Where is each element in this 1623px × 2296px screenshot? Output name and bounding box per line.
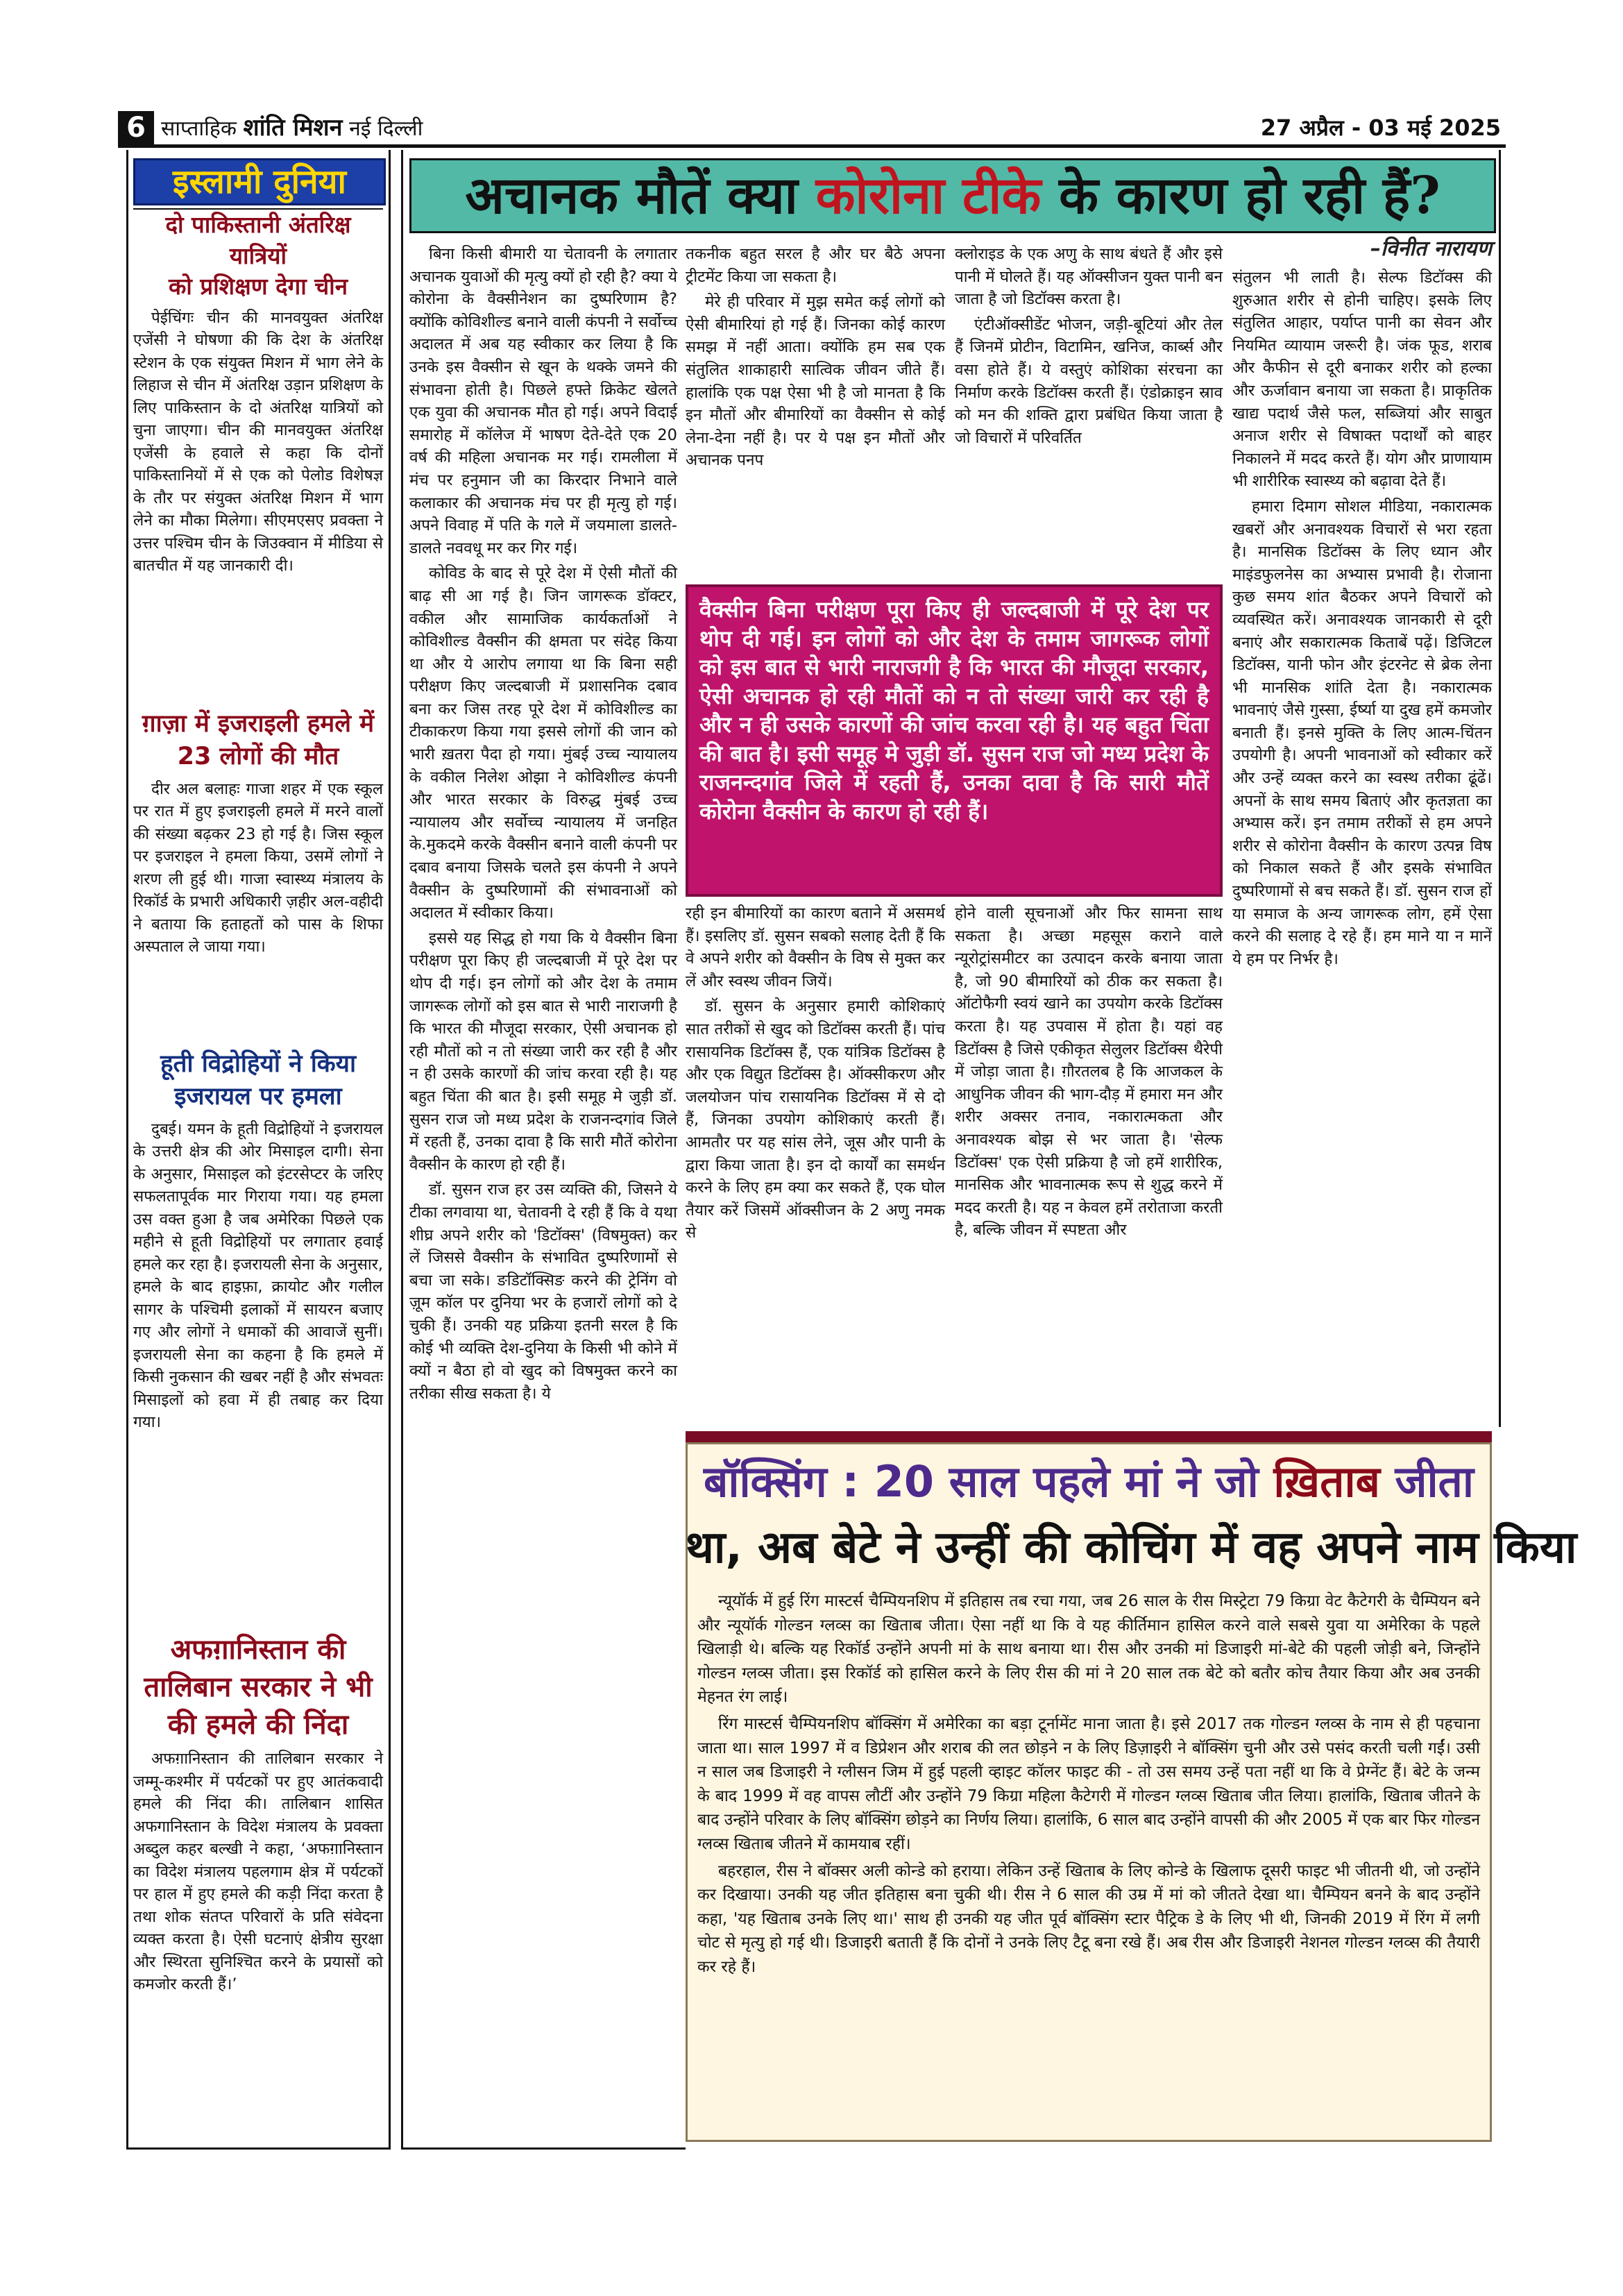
article-paragraph: दुबई। यमन के हूती विद्रोहियों ने इजरायल के उत्तरी क्षेत्र की ओर मिसाइल दागी। सेना के अनुसार, मिसाइल को इंटरसेप्टर के जरिए सफलतापूर्वक मार गिराया गया। यह हमला उस वक्त हुआ है जब अमेरिका पिछले एक महीने से हूती विद्रोहियों पर लगातार हवाई हमले कर रहा है। इजरायली सेना के अनुसार, हमले के बाद हाइफ़ा, क्रायोट और गलील सागर के पश्चिमी इलाकों में सायरन बजाए गए और लोगों ने धमाकों की आवाजें सुनीं। इजरायली सेना का कहना है कि हमले में किसी नुकसान की खबर नहीं है और संभवतः मिसाइलों को हवा में ही तबाह कर दिया गया। — [133, 1120, 383, 1431]
masthead-weekly: साप्ताहिक — [161, 117, 237, 141]
boxing-headline-1b: ख़िताब — [1273, 1456, 1380, 1507]
article-paragraph: कोविड के बाद से पूरे देश में ऐसी मौतों की बाढ़ सी आ गई है। जिन जागरूक डॉक्टर, वकील और सामाजिक कार्यकर्ताओं ने कोविशील्ड वैक्सीन की क्षमता पर संदेह किया था और ये आरोप लगाया था कि बिना सही परीक्षण किए जल्दबाजी में प्रशासनिक दबाव बना कर जिस तरह पूरे देश में कोविशील्ड का टीकाकरण किया गया इससे लोगों की जान को भारी ख़तरा पैदा हो गया। मुंबई उच्च न्यायालय के वकील निलेश ओझा ने कोविशील्ड कंपनी और भारत सरकार के विरुद्ध मुंबई उच्च न्यायालय और सर्वोच्च न्यायालय में जनहित के.मुकदमे करके वैक्सीन बनाने वाली कंपनी पर दबाव बनाया जिसके चलते इस कंपनी ने अपने वैक्सीन के दुष्परिणामों की संभावनाओं को अदालत में स्वीकार किया। — [409, 564, 677, 922]
masthead — [161, 112, 423, 144]
article-paragraph: मेरे ही परिवार में मुझ समेत कई लोगों को ऐसी बीमारियां हो गई हैं। जिनका कोई कारण समझ में नहीं आता। क्योंकि हम सब एक संतुलित शाकाहारी सात्विक जीवन जीते हैं। हालांकि एक पक्ष ऐसा भी है जो मानता है कि इन मौतों और बीमारियों का वैक्सीन से कोई लेना-देना नहीं है। पर ये पक्ष इन मौतों और अचानक पनप — [686, 293, 945, 470]
left-column-border-right — [389, 150, 391, 2149]
main-headline-highlight: कोरोना टीके — [815, 166, 1042, 226]
main-column-1 — [409, 243, 677, 1408]
masthead-paper-name: शांति मिशन — [243, 114, 343, 142]
byline: –विनीत नारायण — [1370, 237, 1492, 261]
page-number: 6 — [118, 111, 154, 144]
headline-line-2: तालिबान सरकार ने भी — [133, 1669, 383, 1706]
main-headline — [409, 158, 1496, 233]
article-paragraph: रिंग मास्टर्स चैम्पियनशिप बॉक्सिंग में अमेरिका का बड़ा टूर्नामेंट माना जाता है। इसे 2017 तक गोल्डन ग्लव्स के नाम से ही पहचाना जाता था। साल 1997 में व डिप्रेशन और शराब की लत छोड़ने न के लिए डिज़ाइरी ने बॉक्सिंग चुनी और उसे पसंद करती चली गईं। उसी न साल जब डिजाइरी ने ग्लीसन जिम में हुई पहली व्हाइट कॉलर फाइट की - तो उस समय उन्हें पता नहीं था कि वे प्रेग्नेंट हैं। बेटे के जन्म के बाद 1999 में वह वापस लौटीं और उन्होंने 79 किग्रा महिला कैटेगरी में गोल्डन ग्लव्स खिताब जीत लिया। हालांकि, खिताब जीतने के बाद उन्होंने परिवार के लिए बॉक्सिंग छोड़ने का निर्णय लिया। हालांकि, 6 साल बाद उन्होंने वापसी की और 2005 में एक बार फिर गोल्डन ग्लव्स खिताब जीतने में कामयाब रहीं। — [697, 1714, 1480, 1853]
article-paragraph: बिना किसी बीमारी या चेतावनी के लगातार अचानक युवाओं की मृत्यु क्यों हो रही है? क्या ये कोरोना के वैक्सीनेशन का दुष्परिणाम है? क्योंकि कोविशील्ड बनाने वाली कंपनी ने सर्वोच्च अदालत में अब यह स्वीकार कर लिया है कि उनके इस वैक्सीन से खून के थक्के जमने की संभावना होती है। पिछले हफ्ते क्रिकेट खेलते एक युवा की अचानक मौत हो गई। अपने विदाई समारोह में कॉलेज में भाषण देते-देते एक 20 वर्ष की महिला अचानक मर गई। रामलीला में मंच पर हनुमान जी का किरदार निभाने वाले कलाकार की अचानक मंच पर ही मृत्यु हो गई। अपने विवाह में पति के गले में जयमाला डालते-डालते नववधू मर कर गिर गई। — [409, 245, 677, 557]
main-headline-part1: अचानक मौतें क्या — [465, 166, 816, 226]
article-paragraph: होने वाली सूचनाओं और फिर सामना साथ सकता है। अच्छा महसूस कराने वाले न्यूरोट्रांसमीटर का उत्पादन करके बनाया जाता है, जो 90 बीमारियों को ठीक कर सकता है। ऑटोफैगी स्वयं खाने का उपयोग करके डिटॉक्स करता है। यह उपवास में होता है। यहां वह डिटॉक्स है जिसे एकीकृत सेलुलर डिटॉक्स थैरेपी में जोड़ा जाता है। ग़ौरतलब है कि आजकल के आधुनिक जीवन की भाग-दौड़ में हमारा मन और शरीर अक्सर तनाव, नकारात्मकता और अनावश्यक बोझ से भर जाता है। 'सेल्फ डिटॉक्स' एक ऐसी प्रक्रिया है जो हमें शारीरिक, मानसिक और भावनात्मक रूप से शुद्ध करने में मदद करती है। यह न केवल हमें तरोताजा करती है, बल्कि जीवन में स्पष्टता और — [955, 904, 1223, 1240]
headline-line-2: इजरायल पर हमला — [133, 1081, 383, 1113]
article-paragraph: डॉ. सुसन राज हर उस व्यक्ति की, जिसने ये टीका लगवाया था, चेतावनी दे रही हैं कि वे यथा शीघ्र अपने शरीर को 'डिटॉक्स' (विषमुक्त) कर लें जिससे वैक्सीन के संभावित दुष्परिणामों से बचा जा सके। ङडिटॉक्सिङ करने की ट्रेनिंग वो ज़ूम कॉल पर दुनिया भर के हजारों लोगों को दे चुकी हैं। उनकी यह प्रक्रिया इतनी सरल है कि कोई भी व्यक्ति देश-दुनिया के किसी भी कोने में क्यों न बैठा हो वो खुद को विषमुक्त करने का तरीका सीख सकता है। ये — [409, 1181, 677, 1403]
article-paragraph: दीर अल बलाहः गाजा शहर में एक स्कूल पर रात में हुए इजराइली हमले में मरने वालों की संख्या बढ़कर 23 हो गई है। जिस स्कूल पर इजराइल ने हमला किया, उसमें लोगों ने शरण ली हुई थी। गाजा स्वास्थ्य मंत्रालय के रिकॉर्ड के प्रभारी अधिकारी ज़हीर अल-वहीदी ने बताया कि हताहतों को पास के शिफा अस्पताल ले जाया गया। — [133, 779, 383, 956]
issue-date: 27 अप्रैल - 03 मई 2025 — [1260, 115, 1501, 141]
left-column-border-bottom — [126, 2147, 391, 2150]
main-story-border-bottom — [401, 2147, 686, 2150]
article-paragraph: पेईचिंगः चीन की मानवयुक्त अंतरिक्ष एजेंसी ने घोषणा की कि देश के अंतरिक्ष स्टेशन के एक संयुक्त मिशन में भाग लेने के लिहाज से चीन में अंतरिक्ष उड़ान प्रशिक्षण के लिए पाकिस्तान के दो अंतरिक्ष यात्रियों को चुना जाएगा। चीन की मानवयुक्त अंतरिक्ष एजेंसी के हवाले से कहा कि दोनों पाकिस्तानियों में से एक को पेलोड विशेषज्ञ के तौर पर संयुक्त अंतरिक्ष मिशन में भाग लेने का मौका मिलेगा। सीएमएसए प्रवक्ता ने उत्तर पश्चिम चीन के जिउक्वान में मीडिया से बातचीत में यह जानकारी दी। — [133, 308, 383, 575]
article-paragraph: अफग़ानिस्तान की तालिबान सरकार ने जम्मू-कश्मीर में पर्यटकों पर हुए आतंकवादी हमले की निंदा की। तालिबान शासित अफगानिस्तान के विदेश मंत्रालय के प्रवक्ता अब्दुल कहर बल्खी ने कहा, ‘अफग़ानिस्तान का विदेश मंत्रालय पहलगाम क्षेत्र में पर्यटकों पर हाल में हुए हमले की कड़ी निंदा करता है तथा शोक संतप्त परिवारों के प्रति संवेदना व्यक्त करता है। ऐसी घटनाएं क्षेत्रीय सुरक्षा और स्थिरता सुनिश्चित करने के प्रयासों को कमजोर करती हैं।’ — [133, 1750, 383, 1993]
section-tag-islamic-world: इस्लामी दुनिया — [133, 158, 386, 205]
article-paragraph: बहरहाल, रीस ने बॉक्सर अली कोन्डे को हराया। लेकिन उन्हें खिताब के लिए कोन्डे के खिलाफ दूसरी फाइट भी जीतनी थी, जो उन्होंने कर दिखाया। उनकी यह जीत इतिहास बना चुकी थी। रीस ने 6 साल की उम्र में मां को जीतते देखा था। चैम्पियन बनने के बाद उन्होंने कहा, 'यह खिताब उनके लिए था।' साथ ही उनकी यह जीत पूर्व बॉक्सिंग स्टार पैट्रिक डे के लिए भी थी, जिनकी 2019 में रिंग में लगी चोट से मृत्यु हो गई थी। डिजाइरी बताती हैं कि दोनों ने उनके लिए टैटू बना रखे हैं। अब रीस और डिजाइरी नेशनल गोल्डन ग्लव्स की तैयारी कर रहे हैं। — [697, 1862, 1480, 1976]
main-column-3-top — [955, 243, 1223, 452]
headline-line-1: हूती विद्रोहियों ने किया — [133, 1048, 383, 1081]
boxing-story-top-bar — [686, 1431, 1492, 1442]
main-column-2-top — [686, 243, 945, 475]
article-paragraph: रही इन बीमारियों का कारण बताने में असमर्थ हैं। इसलिए डॉ. सुसन सबको सलाह देती हैं कि वे अपने शरीर को वैक्सीन के विष से मुक्त कर लें और स्वस्थ जीवन जियें। — [686, 904, 945, 990]
left-story-afghanistan — [133, 1631, 383, 1999]
boxing-headline-1a: बॉक्सिंग : 20 साल पहले मां ने जो — [704, 1456, 1274, 1507]
article-paragraph: डॉ. सुसन के अनुसार हमारी कोशिकाएं सात तरीकों से खुद को डिटॉक्स करती हैं। पांच रासायनिक डिटॉक्स हैं, एक यांत्रिक डिटॉक्स है और एक विद्युत डिटॉक्स है। ऑक्सीकरण और जलयोजन पांच रासायनिक डिटॉक्स में से दो हैं, जिनका उपयोग कोशिकाएं करती हैं। आमतौर पर यह सांस लेने, जूस और पानी के द्वारा किया जाता है। इन दो कार्यों का समर्थन करने के लिए हम क्या कर सकते हैं, एक घोल तैयार करें जिसमें ऑक्सीजन के 2 अणु नमक से — [686, 997, 945, 1242]
headline-line-1: अफग़ानिस्तान की — [133, 1631, 383, 1669]
boxing-headline-line-2: था, अब बेटे ने उन्हीं की कोचिंग में वह अपने नाम किया — [686, 1522, 1577, 1573]
headline-line-1: दो पाकिस्तानी अंतरिक्ष यात्रियों — [133, 208, 383, 271]
headline: ग़ाज़ा में इजराइली हमले में 23 लोगों की मौत — [133, 708, 383, 774]
article-paragraph: न्यूयॉर्क में हुई रिंग मास्टर्स चैम्पियनशिप में इतिहास तब रचा गया, जब 26 साल के रीस मिस्ट्रेटा 79 किग्रा वेट कैटेगरी के चैम्पियन बने और न्यूयॉर्क गोल्डन ग्लव्स का खिताब जीता। ऐसा नहीं था कि वे यह कीर्तिमान हासिल करने वाले सबसे युवा या अमेरिका के पहले खिलाड़ी थे। बल्कि यह रिकॉर्ड उन्होंने अपनी मां के साथ बनाया था। रीस और उनकी मां डिजाइरी मां-बेटे की पहली जोड़ी बने, जिन्होंने गोल्डन ग्लव्स जीता। इस रिकॉर्ड को हासिल करने के लिए रीस की मां ने 20 साल तक बेटे को बतौर कोच तैयार किया और अब उनकी मेहनत रंग लाई। — [697, 1592, 1480, 1707]
left-story-houthi — [133, 1048, 383, 1437]
boxing-headline-1c: जीता — [1379, 1456, 1474, 1507]
article-paragraph: इससे यह सिद्ध हो गया कि ये वैक्सीन बिना परीक्षण पूरा किए ही जल्दबाजी में पूरे देश पर थोप दी गई। इन लोगों को और देश के तमाम जागरूक लोगों को इस बात से भारी नाराजगी है कि भारत की मौजूदा सरकार, ऐसी अचानक हो रही मौतों को न तो संख्या जारी कर रही है और न ही उसके कारणों की जांच करवा रही है। यह बहुत चिंता की बात है। इसी समूह मे जुड़ी डॉ. सुसन राज जो मध्य प्रदेश के राजनन्दगांव जिले में रहती हैं, उनका दावा है कि सारी मौतें कोरोना वैक्सीन के कारण हो रही हैं। — [409, 929, 677, 1174]
main-story-border-right — [1499, 150, 1501, 1427]
article-paragraph: क्लोराइड के एक अणु के साथ बंधते हैं और इसे पानी में घोलते हैं। यह ऑक्सीजन युक्त पानी बन जाता है जो डिटॉक्स करता है। — [955, 245, 1223, 309]
article-paragraph: तकनीक बहुत सरल है और घर बैठे अपना ट्रीटमेंट किया जा सकता है। — [686, 245, 945, 286]
pull-quote: वैक्सीन बिना परीक्षण पूरा किए ही जल्दबाजी में पूरे देश पर थोप दी गई। इन लोगों को और देश के तमाम जागरूक लोगों को इस बात से भारी नाराजगी है कि भारत की मौजूदा सरकार, ऐसी अचानक हो रही मौतों को न तो संख्या जारी कर रही है और न ही उसके कारणों की जांच करवा रही है। यह बहुत चिंता की बात है। इसी समूह मे जुड़ी डॉ. सुसन राज जो मध्य प्रदेश के राजनन्दगांव जिले में रहती हैं, उनका दावा है कि सारी मौतें कोरोना वैक्सीन के कारण हो रही हैं। — [686, 584, 1223, 897]
masthead-city: नई दिल्ली — [349, 117, 423, 141]
boxing-story-body — [697, 1589, 1480, 1982]
left-column-border-left — [126, 150, 128, 2149]
left-story-gaza — [133, 708, 383, 961]
header-rule — [118, 144, 1506, 148]
boxing-headline-line-1 — [686, 1451, 1492, 1513]
main-story-border-left — [401, 150, 403, 2149]
main-column-3-bottom — [955, 902, 1223, 1244]
article-paragraph: हमारा दिमाग सोशल मीडिया, नकारात्मक खबरों और अनावश्यक विचारों से भरा रहता है। मानसिक डिटॉक्स के लिए ध्यान और माइंडफुलनेस का अभ्यास प्रभावी है। रोजाना कुछ समय शांत बैठकर अपने विचारों को व्यवस्थित करें। अनावश्यक जानकारी से दूरी बनाएं और सकारात्मक किताबें पढ़ें। डिजिटल डिटॉक्स, यानी फोन और इंटरनेट से ब्रेक लेना भी मानसिक शांति देता है। नकारात्मक भावनाएं जैसे गुस्सा, ईर्ष्या या दुख हमें कमजोर बनाती हैं। इनसे मुक्ति के लिए आत्म-चिंतन उपयोगी है। अपनी भावनाओं को स्वीकार करें और उन्हें व्यक्त करने का स्वस्थ तरीका ढूंढें। अपनों के साथ समय बिताएं और कृतज्ञता का अभ्यास करें। इन तमाम तरीकों से हम अपने शरीर से कोरोना वैक्सीन के कारण उत्पन्न विष को निकाल सकते हैं और इसके संभावित दुष्परिणामों से बच सकते हैं। डॉ. सुसन राज हों या समाज के अन्य जागरूक लोग, हमें ऐसा करने की सलाह दे रहे हैं। हम माने या न मानें ये हम पर निर्भर है। — [1232, 497, 1492, 968]
headline-line-3: की हमले की निंदा — [133, 1706, 383, 1744]
article-paragraph: संतुलन भी लाती है। सेल्फ डिटॉक्स की शुरुआत शरीर से होनी चाहिए। इसके लिए संतुलित आहार, पर्याप्त पानी का सेवन और नियमित व्यायाम जरूरी है। जंक फूड, शराब और कैफीन से दूरी बनाकर शरीर को हल्का और ऊर्जावान बनाया जा सकता है। प्राकृतिक खाद्य पदार्थ जैसे फल, सब्जियां और साबुत अनाज शरीर से विषाक्त पदार्थों को बाहर निकालने में मदद करते हैं। योग और प्राणायाम भी शारीरिक स्वास्थ्य को बढ़ावा देते हैं। — [1232, 269, 1492, 491]
headline-line-2: को प्रशिक्षण देगा चीन — [133, 271, 383, 303]
main-column-2-bottom — [686, 902, 945, 1247]
article-paragraph: एंटीऑक्सीडेंट भोजन, जड़ी-बूटियां और तेल हैं जिनमें प्रोटीन, विटामिन, खनिज, कार्ब्स और वसा होते हैं। ये वस्तुएं कोशिका संरचना का निर्माण करके डिटॉक्स करती हैं। एंडोक्राइन स्राव को मन की शक्ति द्वारा प्रबंधित किया जाता है जो विचारों में परिवर्तित — [955, 315, 1223, 447]
main-headline-part2: के कारण हो रही हैं? — [1041, 166, 1441, 226]
main-column-4 — [1232, 267, 1492, 973]
left-story-astronauts — [133, 208, 383, 580]
